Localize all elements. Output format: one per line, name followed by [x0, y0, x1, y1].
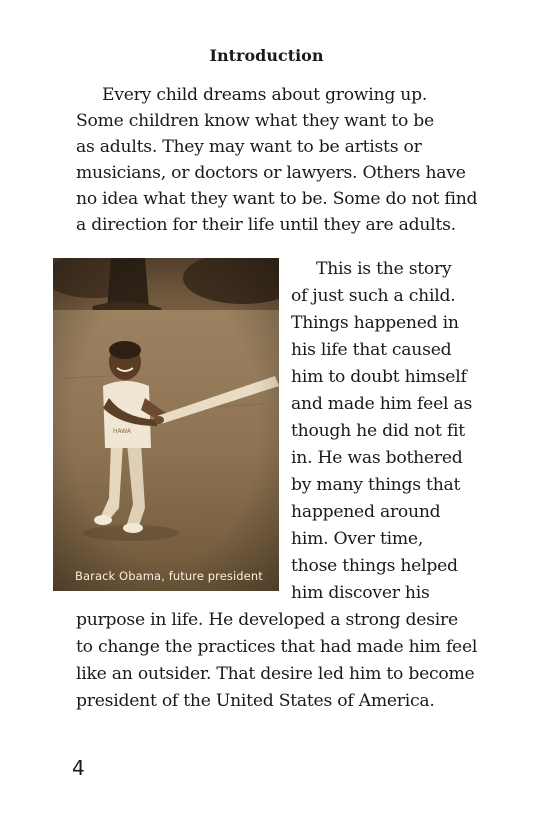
text-line: Things happened in: [291, 313, 459, 333]
text-line: those things helped: [291, 556, 458, 576]
text-line: president of the United States of America.: [76, 691, 435, 711]
text-line: by many things that: [291, 475, 461, 495]
text-line: Every child dreams about growing up.: [102, 85, 428, 105]
text-line: as adults. They may want to be artists or: [76, 137, 422, 157]
text-line: to change the practices that had made him feel: [76, 637, 478, 657]
text-line: happened around: [291, 502, 441, 522]
text-line: of just such a child.: [291, 286, 456, 306]
text-line: musicians, or doctors or lawyers. Others have: [76, 163, 466, 183]
photo-illustration: [53, 258, 279, 591]
text-line: This is the story: [316, 259, 452, 279]
text-line: though he did not fit: [291, 421, 465, 441]
photo: [53, 258, 279, 591]
text-line: his life that caused: [291, 340, 452, 360]
text-line: a direction for their life until they are adults.: [76, 215, 456, 235]
text-line: and made him feel as: [291, 394, 473, 414]
text-line: Some children know what they want to be: [76, 111, 434, 131]
text-line: purpose in life. He developed a strong desire: [76, 610, 458, 630]
page-number: 4: [72, 756, 85, 780]
text-line: him to doubt himself: [291, 367, 467, 387]
text-line: no idea what they want to be. Some do not find: [76, 189, 478, 209]
page-heading: Introduction: [209, 46, 324, 65]
text-line: in. He was bothered: [291, 448, 463, 468]
text-line: him discover his: [291, 583, 430, 603]
text-line: like an outsider. That desire led him to become: [76, 664, 475, 684]
photo-caption: Barack Obama, future president: [75, 569, 263, 583]
text-line: him. Over time,: [291, 529, 424, 549]
